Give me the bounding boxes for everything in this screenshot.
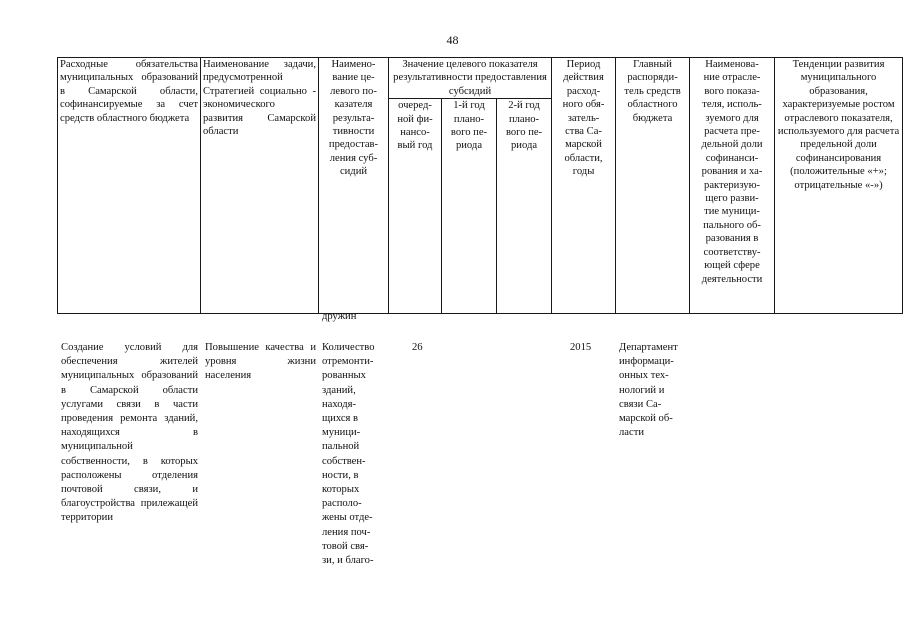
header-value-group: Значение целевого показателя результативности предоставления субсидий (389, 58, 552, 99)
header-indicator: Наимено- вание це- левого по- казателя результа- тивности предостав- ления суб- сидий (319, 58, 389, 314)
page-number: 48 (446, 33, 459, 47)
header-table (57, 57, 903, 314)
header-obligation: Расходные обязательства муниципальных образований в Самарской области, софинансируемые за счет средств областного бюджета (58, 58, 201, 314)
header-plan-year-1: 1-й год плано- вого пе- риода (442, 99, 497, 314)
header-plan-year-2: 2-й год плано- вого пе- риода (497, 99, 552, 314)
row-indicator: Количество отремонти- рованных зданий, находя- щихся в муници- пальной собствен- ности, в которых располо- жены отде- ления поч- товой свя- зи, и благо- (322, 342, 375, 567)
row-obligation: Создание условий для обеспечения жителей муниципальных образований в Самарской области услугами связи в части проведения ремонта зданий, находящихся в муниципальной собственности, в которых расположены отделения почтовой связи, и благоустройства прилежащей территории (61, 342, 198, 524)
header-task: Наименование задачи, предусмотренной Стратегией социально - экономического развития Самарской области (201, 58, 319, 314)
row-period: 2015 (570, 342, 592, 353)
row-task: Повышение качества и уровня жизни населения (205, 342, 316, 382)
header-administrator: Главный распоряди- тель средств областного бюджета (616, 58, 690, 314)
header-current-year: очеред- ной фи- нансо- вый год (389, 99, 442, 314)
row-administrator: Департамент информаци- онных тех- нологий и связи Са- марской об- ласти (619, 342, 678, 439)
header-period: Период действия расход- ного обя- затель- ства Са- марской области, годы (552, 58, 616, 314)
header-trends: Тенденции развития муниципального образования, характеризуемые ростом отраслевого показателя, используемого для расчета предельной доли софинансирования (положительные «+»; отрицательные «-») (775, 58, 903, 314)
header-sector-indicator: Наименова- ние отрасле- вого показа- теля, исполь- зуемого для расчета пре- дельной доли софинанси- рования и ха- рактеризую- щего разви- тие муници- пального об- разования в соответству- ющей сфере деятельности (690, 58, 775, 314)
row-value-current: 26 (412, 342, 423, 353)
continuation-text: дружин (322, 311, 357, 322)
